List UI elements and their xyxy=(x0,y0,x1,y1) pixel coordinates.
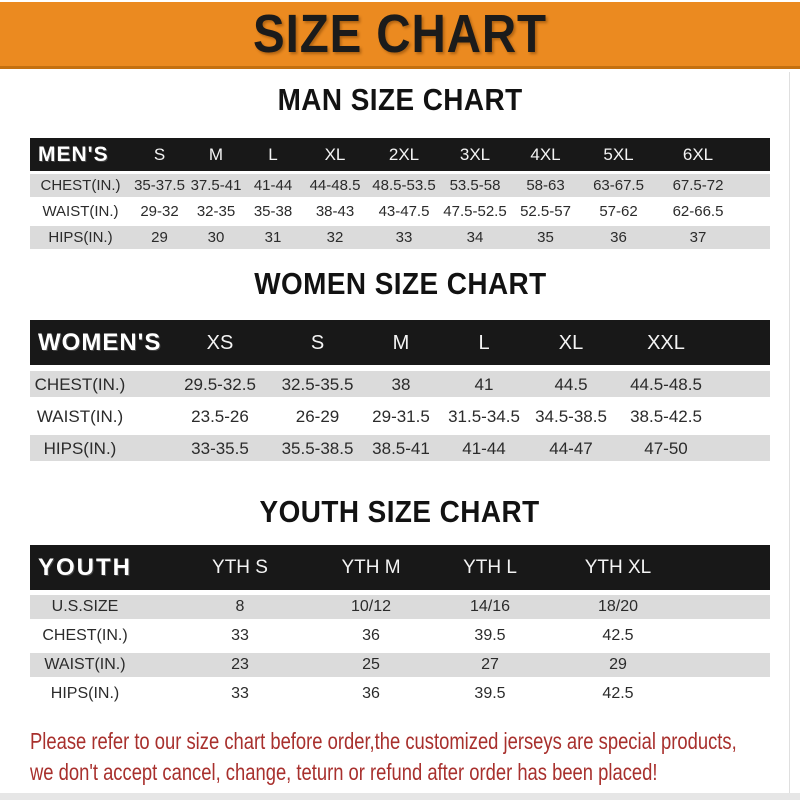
table-cell: 29 xyxy=(609,656,627,673)
table-cell: 44.5-48.5 xyxy=(630,374,702,394)
table-cell: 67.5-72 xyxy=(672,177,724,194)
table-cell: 27 xyxy=(481,656,499,673)
table-cell: 42.5 xyxy=(602,627,634,644)
column-header: 4XL xyxy=(530,145,561,164)
men-section-heading xyxy=(0,82,800,117)
table-cell: 32 xyxy=(326,229,344,246)
table-cell: 47.5-52.5 xyxy=(443,203,507,220)
column-header: M xyxy=(392,331,410,354)
table-cell: 38 xyxy=(391,374,411,394)
table-row xyxy=(30,371,770,397)
column-header: XS xyxy=(206,331,234,354)
row-label: HIPS(IN.) xyxy=(48,229,113,246)
table-cell: 62-66.5 xyxy=(672,203,724,220)
table-cell: 43-47.5 xyxy=(378,203,430,220)
table-cell: 29-32 xyxy=(140,203,179,220)
column-header: 3XL xyxy=(459,145,491,164)
table-cell: 23.5-26 xyxy=(191,406,249,426)
table-cell: 34 xyxy=(466,229,484,246)
table-cell: 47-50 xyxy=(644,438,688,458)
column-header: L xyxy=(478,331,490,354)
women-section-heading-text: WOMEN SIZE CHART xyxy=(253,266,547,301)
youth-corner-label: YOUTH xyxy=(38,553,132,581)
column-header: L xyxy=(268,145,278,164)
table-cell: 35-38 xyxy=(253,203,293,220)
table-cell: 32.5-35.5 xyxy=(281,374,354,394)
table-cell: 31 xyxy=(264,229,282,246)
table-row xyxy=(30,200,770,223)
table-cell: 38-43 xyxy=(315,203,355,220)
youth-header-row xyxy=(30,545,770,590)
table-cell: 30 xyxy=(207,229,225,246)
table-cell: 44.5 xyxy=(554,374,588,394)
column-header: XXL xyxy=(647,331,685,354)
column-header: M xyxy=(208,145,224,164)
women-header-row xyxy=(30,320,770,365)
table-cell: 31.5-34.5 xyxy=(448,406,520,426)
disclaimer-line-1: Please refer to our size chart before order,the customized jerseys are special products, xyxy=(30,728,737,754)
table-cell: 42.5 xyxy=(602,685,634,702)
table-row xyxy=(30,682,770,706)
table-cell: 41 xyxy=(474,374,494,394)
table-row xyxy=(30,403,770,429)
table-cell: 35-37.5 xyxy=(134,177,185,194)
table-cell: 29 xyxy=(151,229,168,246)
table-cell: 29.5-32.5 xyxy=(184,374,256,394)
table-cell: 8 xyxy=(235,598,245,615)
women-size-table xyxy=(30,320,770,461)
table-cell: 32-35 xyxy=(196,203,236,220)
table-cell: 44-47 xyxy=(549,438,593,458)
men-header-row xyxy=(30,138,770,171)
column-header: YTH S xyxy=(212,557,268,578)
table-cell: 38.5-41 xyxy=(372,438,430,458)
table-cell: 29-31.5 xyxy=(372,406,430,426)
column-header: S xyxy=(310,331,325,354)
table-row xyxy=(30,435,770,461)
youth-section-heading-text: YOUTH SIZE CHART xyxy=(259,494,541,529)
row-label: U.S.SIZE xyxy=(51,598,119,615)
men-section-heading-text: MAN SIZE CHART xyxy=(277,82,523,117)
table-row xyxy=(30,174,770,197)
column-header: 5XL xyxy=(603,145,634,164)
column-header: YTH L xyxy=(463,557,517,578)
row-label: WAIST(IN.) xyxy=(42,203,119,220)
row-label: WAIST(IN.) xyxy=(36,406,124,426)
table-cell: 33 xyxy=(231,627,249,644)
column-header: 6XL xyxy=(682,145,714,164)
table-cell: 57-62 xyxy=(599,203,638,220)
table-cell: 35.5-38.5 xyxy=(281,438,354,458)
table-cell: 34.5-38.5 xyxy=(535,406,607,426)
table-cell: 39.5 xyxy=(474,685,506,702)
table-cell: 10/12 xyxy=(350,598,392,615)
row-label: HIPS(IN.) xyxy=(50,685,120,702)
table-cell: 41-44 xyxy=(253,177,293,194)
row-label: HIPS(IN.) xyxy=(43,438,117,458)
row-label: CHEST(IN.) xyxy=(40,177,121,194)
column-header: S xyxy=(153,145,166,164)
banner-title: SIZE CHART xyxy=(253,4,547,64)
column-header: XL xyxy=(324,145,346,164)
table-row xyxy=(30,595,770,619)
bottom-border-strip xyxy=(0,793,800,800)
table-cell: 23 xyxy=(231,656,249,673)
women-corner-label: WOMEN'S xyxy=(38,328,162,356)
table-cell: 36 xyxy=(610,229,627,246)
table-cell: 58-63 xyxy=(526,177,565,194)
table-cell: 33 xyxy=(395,229,413,246)
row-label: CHEST(IN.) xyxy=(34,374,126,394)
table-cell: 48.5-53.5 xyxy=(372,177,436,194)
footer-disclaimer xyxy=(30,726,800,788)
table-cell: 63-67.5 xyxy=(593,177,644,194)
row-label: CHEST(IN.) xyxy=(42,627,128,644)
table-cell: 33-35.5 xyxy=(191,438,249,458)
table-row xyxy=(30,226,770,249)
table-cell: 37 xyxy=(689,229,707,246)
table-row xyxy=(30,653,770,677)
table-cell: 44-48.5 xyxy=(309,177,361,194)
column-header: YTH XL xyxy=(584,557,652,578)
table-cell: 37.5-41 xyxy=(190,177,242,194)
column-header: XL xyxy=(558,331,584,354)
table-cell: 38.5-42.5 xyxy=(630,406,702,426)
table-cell: 39.5 xyxy=(474,627,506,644)
row-label: WAIST(IN.) xyxy=(44,656,126,673)
table-cell: 25 xyxy=(362,656,380,673)
table-cell: 18/20 xyxy=(597,598,639,615)
table-cell: 41-44 xyxy=(462,438,506,458)
table-cell: 14/16 xyxy=(469,598,511,615)
disclaimer-line-2: we don't accept cancel, change, teturn or refund after order has been placed! xyxy=(30,759,658,785)
youth-section-heading xyxy=(0,494,800,529)
table-cell: 26-29 xyxy=(295,406,340,426)
column-header: YTH M xyxy=(341,557,401,578)
table-row xyxy=(30,624,770,648)
table-cell: 36 xyxy=(362,627,380,644)
table-cell: 53.5-58 xyxy=(449,177,501,194)
right-edge-line xyxy=(789,72,790,794)
table-cell: 36 xyxy=(362,685,380,702)
table-cell: 33 xyxy=(231,685,249,702)
youth-size-table xyxy=(30,545,770,706)
men-size-table xyxy=(30,138,770,249)
women-section-heading xyxy=(0,266,800,301)
men-corner-label: MEN'S xyxy=(38,143,109,166)
table-cell: 35 xyxy=(537,229,554,246)
table-cell: 52.5-57 xyxy=(520,203,571,220)
column-header: 2XL xyxy=(388,145,420,164)
size-chart-banner xyxy=(0,2,800,69)
